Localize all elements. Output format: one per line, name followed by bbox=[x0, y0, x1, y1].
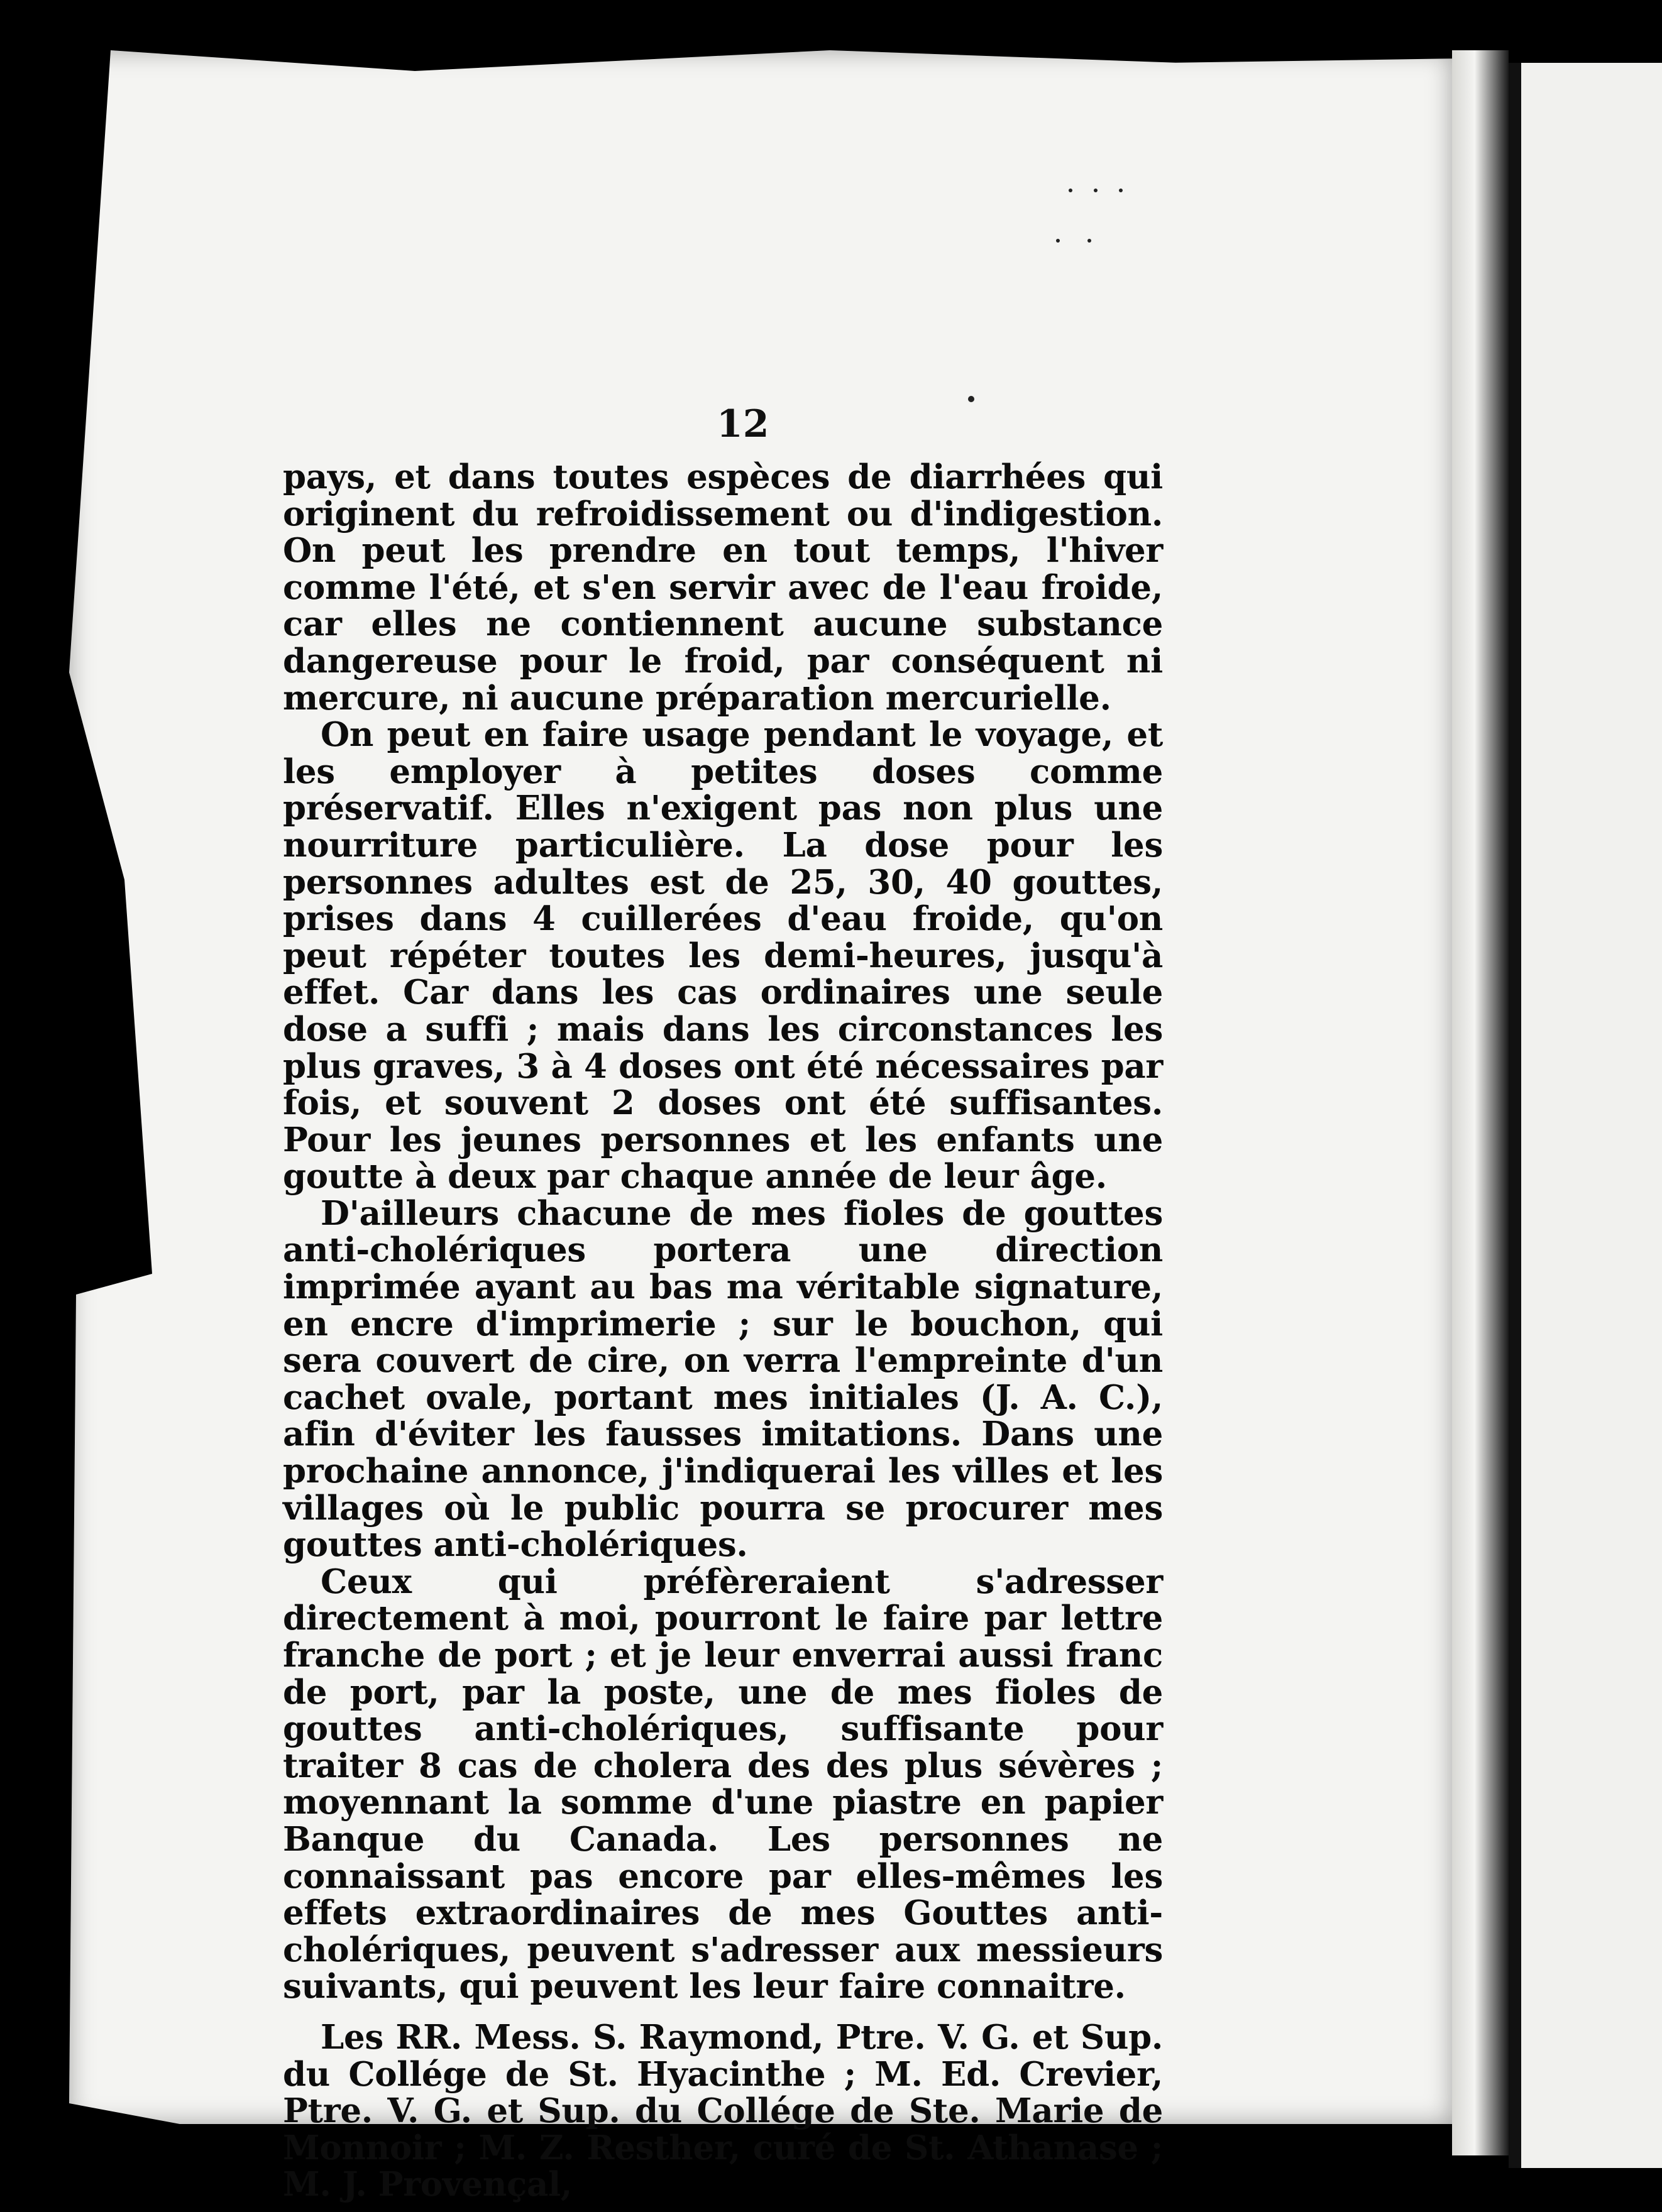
facing-page-edge bbox=[1509, 63, 1662, 2168]
paragraph: Les RR. Mess. S. Raymond, Ptre. V. G. et Sup. du Collége de St. Hyacinthe ; M. Ed. Crevier, Ptre. V. G. et Sup. du Collége de Ste. Marie de Monnoir ; M. Z. Resther, curé de St. Athanase ; M. J. Provençal, bbox=[283, 2017, 1163, 2204]
page-number: 12 bbox=[717, 402, 769, 446]
page-body bbox=[283, 459, 1163, 2203]
paragraph: Ceux qui préfèreraient s'adresser directement à moi, pourront le faire par lettre franche de port ; et je leur enverrai aussi franc de port, par la poste, une de mes fioles de gouttes anti-cholériques, suffisante pour traiter 8 cas de cholera des des plus sévères ; moyennant la somme d'une piastre en papier Banque du Canada. Les personnes ne connaissant pas encore par elles-mêmes les effets extraordinaires de mes Gouttes anti-cholériques, peuvent s'adresser aux messieurs suivants, qui peuvent les leur faire connaitre. bbox=[283, 1562, 1163, 2007]
page-gutter bbox=[1452, 50, 1509, 2155]
paragraph: pays, et dans toutes espèces de diarrhées qui originent du refroidissement ou d'indigestion. On peut les prendre en tout temps, l'hiver comme l'été, et s'en servir avec de l'eau froide, car elles ne contiennent aucune substance dangereuse pour le froid, par conséquent ni mercure, ni aucune préparation mercurielle. bbox=[283, 457, 1163, 718]
paragraph: D'ailleurs chacune de mes fioles de gouttes anti-cholériques portera une direction imprimée ayant au bas ma véritable signature, en encre d'imprimerie ; sur le bouchon, qui sera couvert de cire, on verra l'empreinte d'un cachet ovale, portant mes initiales (J. A. C.), afin d'éviter les fausses imitations. Dans une prochaine annonce, j'indiquerai les villes et les villages où le public pourra se procurer mes gouttes anti-cholériques. bbox=[283, 1193, 1163, 1565]
paragraph: On peut en faire usage pendant le voyage, et les employer à petites doses comme préservatif. Elles n'exigent pas non plus une nourriture particulière. La dose pour les personnes adultes est de 25, 30, 40 gouttes, prises dans 4 cuillerées d'eau froide, qu'on peut répéter toutes les demi-heures, jusqu'à effet. Car dans les cas ordinaires une seule dose a suffi ; mais dans les circonstances les plus graves, 3 à 4 doses ont été nécessaires par fois, et souvent 2 doses ont été suffisantes. Pour les jeunes personnes et les enfants une goutte à deux par chaque année de leur âge. bbox=[283, 715, 1163, 1196]
